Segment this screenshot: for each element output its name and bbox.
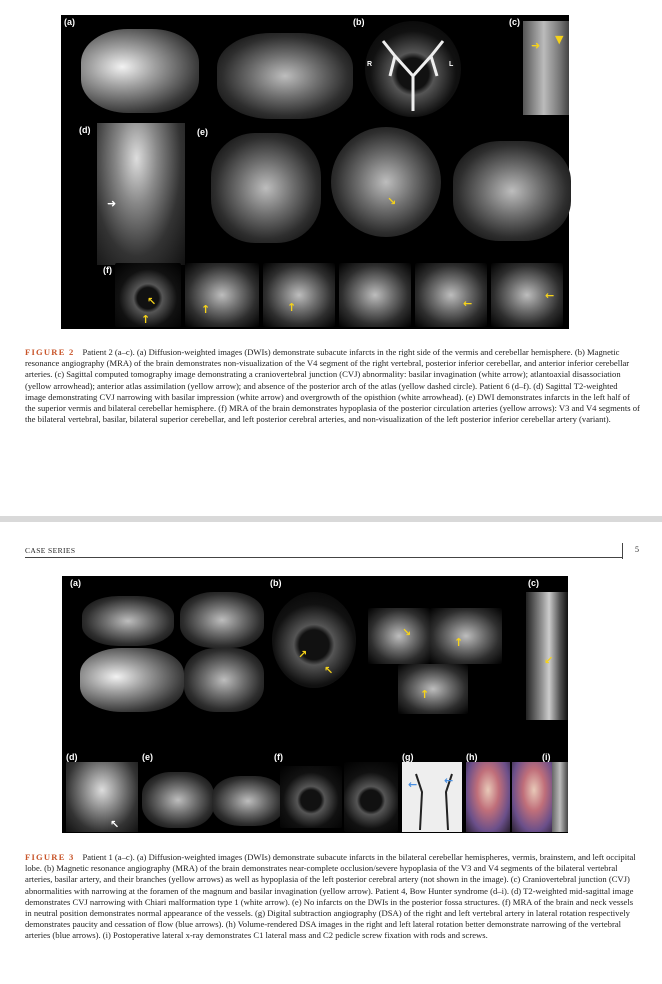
- panel-label-b: (b): [353, 17, 365, 27]
- panel-label-f: (f): [274, 752, 283, 762]
- dwi-scan: [80, 648, 184, 712]
- dwi-scan: [184, 648, 264, 712]
- arrow-icon: ←: [463, 297, 473, 310]
- panel-label-c: (c): [528, 578, 539, 588]
- arrow-icon: ↖: [324, 664, 334, 677]
- arrow-icon: ↖: [147, 295, 157, 308]
- panel-label-d: (d): [79, 125, 91, 135]
- dwi-scan: [453, 141, 571, 241]
- mra-scan: [185, 263, 259, 327]
- arrow-icon: ↑: [141, 313, 151, 326]
- arrowhead-icon: ▼: [555, 33, 564, 46]
- lateral-xray: [552, 762, 568, 832]
- panel-label-d: (d): [66, 752, 78, 762]
- running-title: CASE SERIES: [25, 546, 76, 555]
- mra-right-letter: R: [367, 61, 373, 68]
- mra-scan: [272, 592, 356, 688]
- mra-left-letter: L: [449, 61, 454, 68]
- volume-rendered-dsa: [466, 762, 510, 832]
- panel-label-f: (f): [103, 265, 112, 275]
- dwi-scan: [211, 133, 321, 243]
- figure-3-caption: [25, 852, 640, 942]
- dwi-scan: [82, 596, 174, 646]
- arrow-icon: ←: [545, 289, 555, 302]
- figure-2-caption: [25, 347, 640, 425]
- panel-label-h: (h): [466, 752, 478, 762]
- dwi-scan: [212, 776, 284, 826]
- figure-3-caption-text: Patient 1 (a–c). (a) Diffusion-weighted images (DWIs) demonstrate subacute infarcts in the bilateral cerebellar hemispheres, vermis, brainstem, and left occipital lobe. (b) Magnetic resonance angiography (MRA) of the brain demonstrates near-complete occlusion/severe hypoplasia of the V3 and V4 segments of the bilateral vertebral arteries, basilar artery, and their branches (yellow arrows) as well as hypoplasia of the left posterior cerebral artery (not shown in the image). (c) Craniovertebral junction (CVJ) abnormalities with narrowing at the foramen of the magnum and basilar invagination (yellow arrow). Patient 4, Bow Hunter syndrome (d–i). (d) T2-weighted mid-sagittal image demonstrates CVJ narrowing with Chiari malformation type 1 (white arrow). (e) No infarcts on the DWIs in the posterior fossa structures. (f) MRA of the brain and neck vessels in neutral position demonstrates normal appearance of the vessels. (g) Digital subtraction angiography (DSA) of the right and left vertebral artery in lateral rotation respectively demonstrates paucity and cessation of flow (blue arrows). (h) Volume-rendered DSA images in the right and left lateral rotation better demonstrate narrowing of the vertebral arteries (blue arrows). (i) Postoperative lateral x-ray demonstrates C1 lateral mass and C2 pedicle screw fixation with rods and screws.: [25, 852, 636, 941]
- panel-label-a: (a): [70, 578, 81, 588]
- volume-rendered-dsa: [512, 762, 556, 832]
- t2-sagittal-scan: [66, 762, 138, 832]
- dwi-scan: [142, 772, 214, 828]
- panel-label-a: (a): [64, 17, 75, 27]
- arrow-icon: ➜: [531, 39, 541, 52]
- arrow-icon: ←: [408, 778, 418, 791]
- arrow-icon: ↘: [402, 626, 412, 639]
- arrow-icon: ↑: [287, 301, 297, 314]
- panel-label-b: (b): [270, 578, 282, 588]
- mra-vessels: [365, 21, 461, 117]
- mra-scan: [344, 762, 398, 832]
- dsa-vessels: [402, 762, 462, 832]
- arrow-icon: ↑: [454, 636, 464, 649]
- page-separator: [0, 516, 662, 522]
- page-number: 5: [622, 543, 639, 559]
- panel-label-e: (e): [197, 127, 208, 137]
- arrow-icon: ➜: [107, 197, 117, 210]
- figure-2-caption-text: Patient 2 (a–c). (a) Diffusion-weighted images (DWIs) demonstrate subacute infarcts in the right side of the vermis and cerebellar hemisphere. (b) Magnetic resonance angiography (MRA) of the brain demonstrates non-visualization of the V4 segment of the right vertebral, posterior inferior cerebellar, and anterior inferior cerebellar arteries. (c) Sagittal computed tomography image demonstrating a craniovertebral junction (CVJ) abnormality: basilar invagination (white arrow); atlantoaxial disassociation (yellow arrowhead); anterior atlas assimilation (yellow arrow); and absence of the posterior arch of the atlas (yellow dashed circle). Patient 6 (d–f). (d) Sagittal T2-weighted image demonstrating CVJ narrowing with basilar impression (white arrow) and overgrowth of the opisthion (white arrowhead). (e) DWI demonstrates infarcts in the left half of the superior vermis and bilateral cerebellar hemisphere. (f) MRA of the brain demonstrates hypoplasia of the posterior circulation arteries (yellow arrows): V3 and V4 segments of the bilateral vertebral, basilar, bilateral superior cerebellar, and left posterior cerebral arteries, and non-visualization of the left posterior inferior cerebellar artery (variant).: [25, 347, 640, 425]
- mra-scan: [430, 608, 502, 664]
- t2-sagittal-scan: [97, 123, 185, 265]
- dwi-scan: [180, 592, 264, 648]
- panel-label-e: (e): [142, 752, 153, 762]
- mra-scan: [368, 608, 430, 664]
- arrow-icon: ↘: [387, 195, 397, 208]
- panel-label-g: (g): [402, 752, 414, 762]
- figure-3-image: [62, 576, 568, 833]
- figure-3-label: FIGURE 3: [25, 852, 75, 862]
- mra-scan: [398, 664, 468, 714]
- figure-2-label: FIGURE 2: [25, 347, 75, 357]
- dwi-scan: [81, 29, 199, 113]
- arrow-icon: ↖: [110, 818, 120, 831]
- mra-scan: [280, 766, 342, 828]
- arrow-icon: ↙: [544, 654, 554, 667]
- dwi-scan: [331, 127, 441, 237]
- mra-scan: [339, 263, 411, 327]
- arrow-icon: ↑: [201, 303, 211, 316]
- figure-2-image: [61, 15, 569, 329]
- mra-scan: [263, 263, 335, 327]
- arrow-icon: ←: [444, 774, 454, 787]
- panel-label-i: (i): [542, 752, 551, 762]
- dwi-scan: [217, 33, 353, 119]
- mra-scan: [415, 263, 487, 327]
- arrow-icon: ↑: [420, 688, 430, 701]
- header-rule: [25, 557, 622, 558]
- panel-label-c: (c): [509, 17, 520, 27]
- arrow-icon: ↗: [298, 648, 308, 661]
